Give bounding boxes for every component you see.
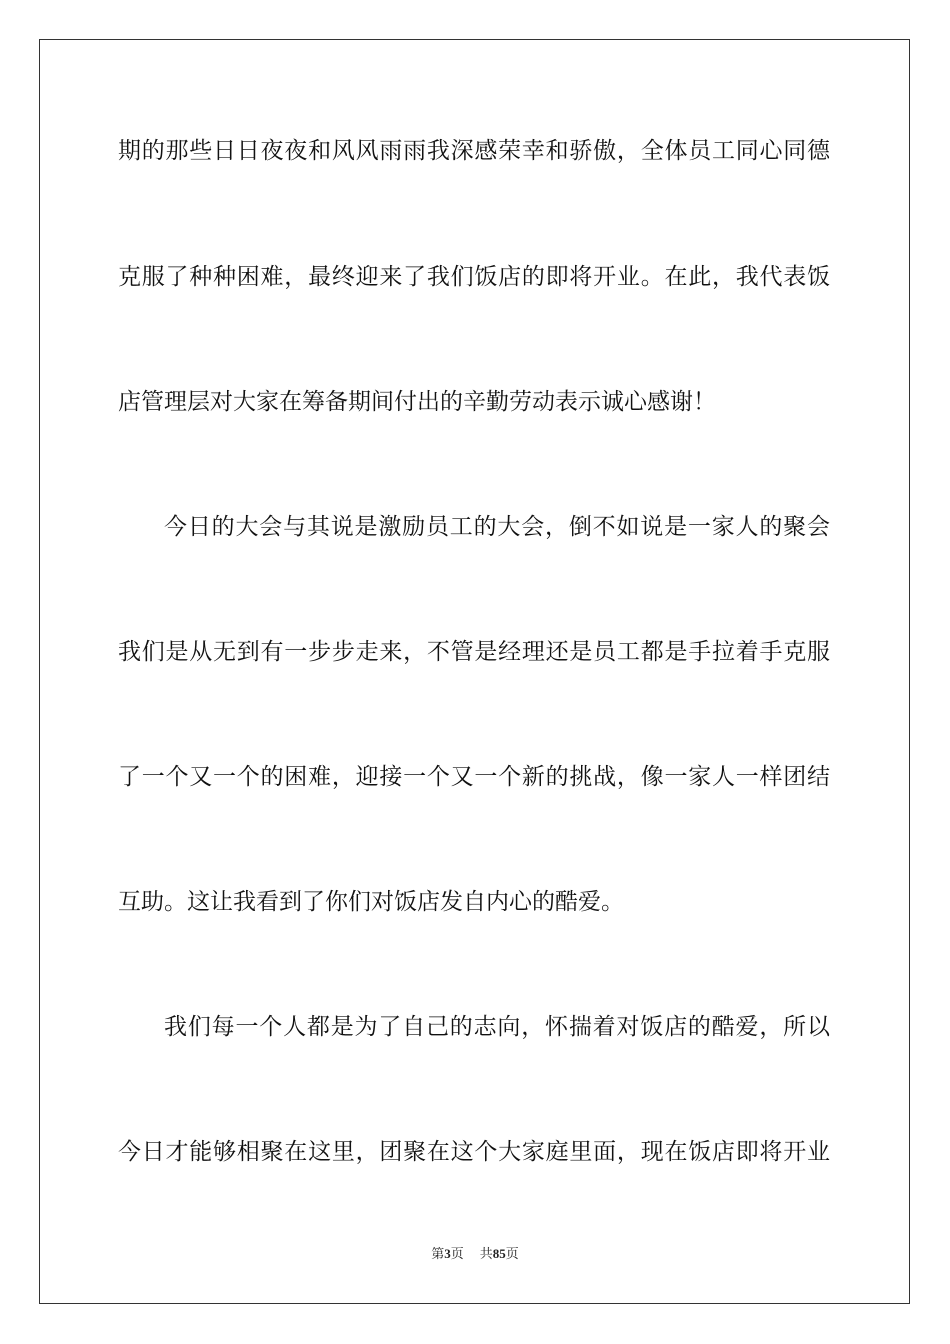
footer-total-prefix: 共 bbox=[479, 1247, 493, 1262]
page-footer bbox=[0, 1246, 950, 1263]
footer-page-prefix: 第 bbox=[431, 1247, 445, 1262]
page-border bbox=[39, 39, 910, 1304]
paragraph-line: 互助。这让我看到了你们对饭店发自内心的酷爱。 bbox=[118, 889, 624, 915]
paragraph-line: 我们每一个人都是为了自己的志向，怀揣着对饭店的酷爱，所以 bbox=[164, 1014, 830, 1040]
paragraph-line: 今日的大会与其说是激励员工的大会，倒不如说是一家人的聚会 bbox=[164, 514, 830, 540]
footer-total-suffix: 页 bbox=[505, 1247, 519, 1262]
footer-total-pages: 85 bbox=[492, 1246, 506, 1261]
paragraph-line: 我们是从无到有一步步走来，不管是经理还是员工都是手拉着手克服 bbox=[118, 639, 830, 665]
footer-page-suffix: 页 bbox=[450, 1247, 464, 1262]
paragraph-line: 店管理层对大家在筹备期间付出的辛勤劳动表示诚心感谢！ bbox=[118, 389, 716, 415]
paragraph-line: 了一个又一个的困难，迎接一个又一个新的挑战，像一家人一样团结 bbox=[118, 764, 830, 790]
paragraph-line: 今日才能够相聚在这里，团聚在这个大家庭里面，现在饭店即将开业 bbox=[118, 1139, 830, 1165]
paragraph-line: 期的那些日日夜夜和风风雨雨我深感荣幸和骄傲，全体员工同心同德 bbox=[118, 138, 830, 164]
footer-page-number: 3 bbox=[444, 1246, 451, 1261]
paragraph-line: 克服了种种困难，最终迎来了我们饭店的即将开业。在此，我代表饭 bbox=[118, 264, 830, 290]
